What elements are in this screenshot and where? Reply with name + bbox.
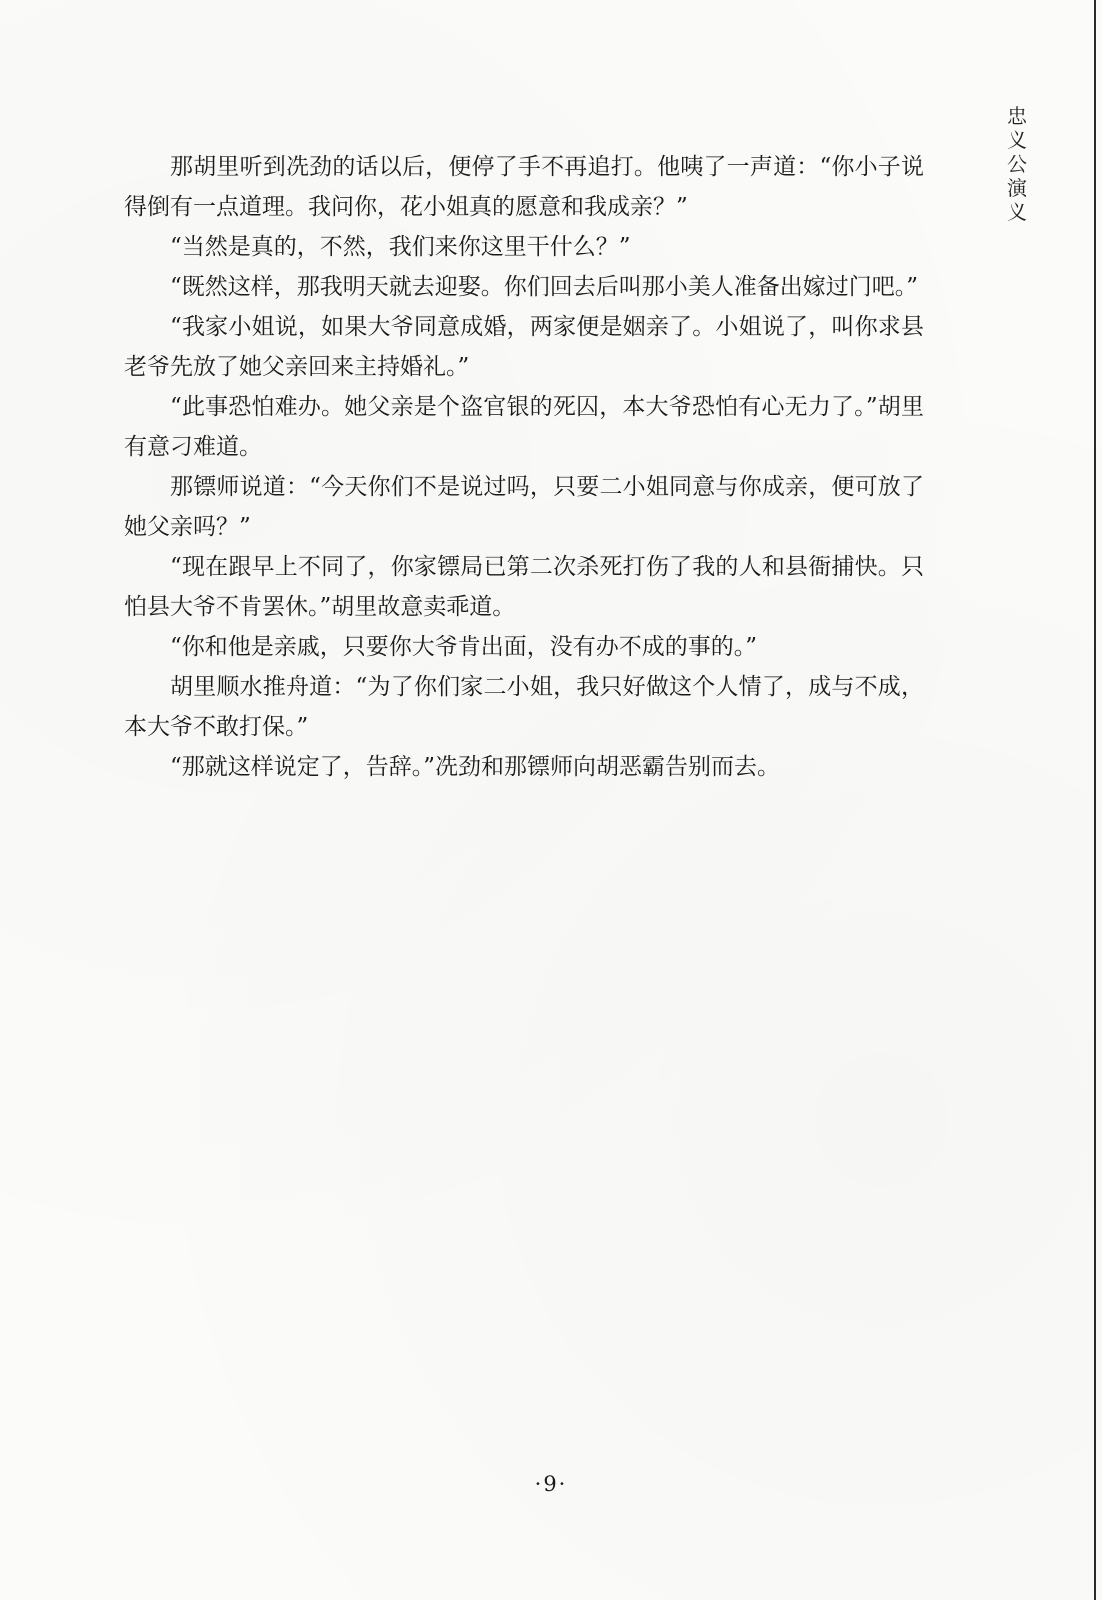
paragraph: “当然是真的，不然，我们来你这里干什么？”	[170, 234, 631, 260]
paragraph: “现在跟早上不同了，你家镖局已第二次杀死打伤了我的人和县衙捕快。只怕县大爷不肯罢休。”胡里故意卖乖道。	[124, 554, 924, 620]
paragraph: “既然这样，那我明天就去迎娶。你们回去后叫那小美人准备出嫁过门吧。”	[170, 274, 919, 300]
paragraph: 那镖师说道：“今天你们不是说过吗，只要二小姐同意与你成亲，便可放了她父亲吗？”	[124, 474, 924, 540]
paragraph: “你和他是亲戚，只要你大爷肯出面，没有办不成的事的。”	[170, 634, 758, 660]
paragraph: 胡里顺水推舟道：“为了你们家二小姐，我只好做这个人情了，成与不成，本大爷不敢打保。”	[124, 674, 924, 740]
running-head: 忠义公演义	[1007, 104, 1027, 224]
paragraph: “我家小姐说，如果大爷同意成婚，两家便是姻亲了。小姐说了，叫你求县老爷先放了她父亲回来主持婚礼。”	[124, 314, 924, 380]
page-number: ·9·	[534, 1472, 568, 1496]
paragraph: “此事恐怕难办。她父亲是个盗官银的死囚，本大爷恐怕有心无力了。”胡里有意刁难道。	[124, 394, 924, 460]
paragraph: 那胡里听到冼劲的话以后，便停了手不再追打。他咦了一声道：“你小子说得倒有一点道理。我问你，花小姐真的愿意和我成亲？”	[124, 154, 924, 220]
body-text	[124, 147, 924, 787]
paragraph: “那就这样说定了，告辞。”冼劲和那镖师向胡恶霸告别而去。	[170, 754, 781, 780]
scan-edge-line	[1094, 0, 1096, 1600]
